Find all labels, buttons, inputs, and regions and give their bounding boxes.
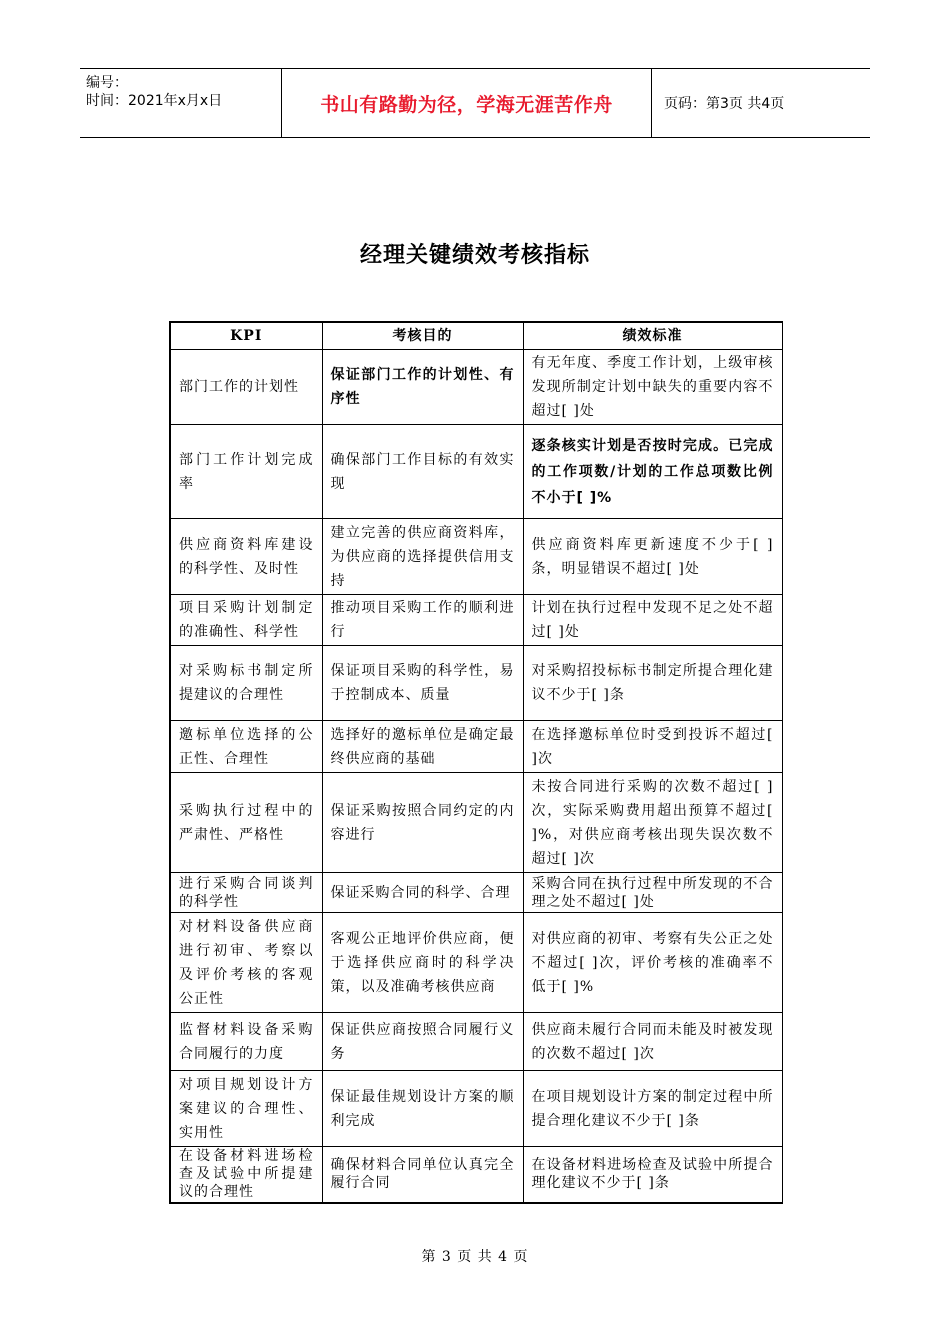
kpi-cell: 监督材料设备采购合同履行的力度	[170, 1013, 322, 1071]
kpi-cell: 采购执行过程中的严肃性、严格性	[170, 773, 322, 873]
document-title: 经理关键绩效考核指标	[359, 243, 590, 268]
document-number-label: 编号：	[86, 75, 128, 91]
standard-cell: 供应商未履行合同而未能及时被发现的次数不超过[ ]次	[523, 1013, 782, 1071]
purpose-cell: 确保材料合同单位认真完全履行合同	[322, 1147, 523, 1203]
purpose-cell: 选择好的邀标单位是确定最终供应商的基础	[322, 721, 523, 773]
purpose-cell: 保证部门工作的计划性、有序性	[322, 350, 523, 425]
standard-cell: 对采购招投标标书制定所提合理化建议不少于[ ]条	[523, 646, 782, 721]
purpose-cell: 确保部门工作目标的有效实现	[322, 425, 523, 519]
purpose-cell: 保证采购按照合同约定的内容进行	[322, 773, 523, 873]
table-row	[170, 425, 782, 519]
purpose-cell: 保证项目采购的科学性，易于控制成本、质量	[322, 646, 523, 721]
page-footer: 第 3 页 共 4 页	[421, 1249, 529, 1265]
table-header-row	[170, 322, 782, 350]
table-row	[170, 873, 782, 913]
purpose-cell: 保证采购合同的科学、合理	[322, 873, 523, 913]
header-meta-cell	[80, 69, 282, 137]
standard-cell: 未按合同进行采购的次数不超过[ ]次，实际采购费用超出预算不超过[ ]%，对供应商考核出现失误次数不超过[ ]次	[523, 773, 782, 873]
purpose-cell: 推动项目采购工作的顺利进行	[322, 595, 523, 646]
table-row	[170, 350, 782, 425]
standard-cell: 计划在执行过程中发现不足之处不超过[ ]处	[523, 595, 782, 646]
standard-cell: 供应商资料库更新速度不少于[ ]条，明显错误不超过[ ]处	[523, 519, 782, 595]
kpi-cell: 对材料设备供应商进行初审、考察以及评价考核的客观公正性	[170, 913, 322, 1013]
column-header-standard: 绩效标准	[523, 322, 782, 350]
document-date-label: 时间：2021年x月x日	[86, 93, 223, 109]
kpi-cell: 部门工作的计划性	[170, 350, 322, 425]
column-header-kpi: KPI	[170, 322, 322, 350]
kpi-cell: 供应商资料库建设的科学性、及时性	[170, 519, 322, 595]
purpose-cell: 客观公正地评价供应商，便于选择供应商时的科学决策，以及准确考核供应商	[322, 913, 523, 1013]
kpi-cell: 项目采购计划制定的准确性、科学性	[170, 595, 322, 646]
kpi-cell: 对项目规划设计方案建议的合理性、实用性	[170, 1071, 322, 1147]
header-page-number: 页码：第3页 共4页	[664, 96, 785, 112]
table-row	[170, 721, 782, 773]
kpi-cell: 部门工作计划完成率	[170, 425, 322, 519]
table-row	[170, 1147, 782, 1203]
standard-cell: 在项目规划设计方案的制定过程中所提合理化建议不少于[ ]条	[523, 1071, 782, 1147]
purpose-cell: 建立完善的供应商资料库，为供应商的选择提供信用支持	[322, 519, 523, 595]
standard-cell: 采购合同在执行过程中所发现的不合理之处不超过[ ]处	[523, 873, 782, 913]
column-header-purpose: 考核目的	[322, 322, 523, 350]
table-row	[170, 519, 782, 595]
table-row	[170, 773, 782, 873]
kpi-cell: 邀标单位选择的公正性、合理性	[170, 721, 322, 773]
header-motto: 书山有路勤为径，学海无涯苦作舟	[282, 69, 652, 137]
purpose-cell: 保证最佳规划设计方案的顺利完成	[322, 1071, 523, 1147]
document-header	[80, 68, 870, 138]
table-row	[170, 595, 782, 646]
kpi-table	[169, 321, 783, 1204]
standard-cell: 有无年度、季度工作计划，上级审核发现所制定计划中缺失的重要内容不超过[ ]处	[523, 350, 782, 425]
standard-cell: 在设备材料进场检查及试验中所提合理化建议不少于[ ]条	[523, 1147, 782, 1203]
standard-cell: 逐条核实计划是否按时完成。已完成的工作项数/计划的工作总项数比例不小于[ ]%	[523, 425, 782, 519]
standard-cell: 对供应商的初审、考察有失公正之处不超过[ ]次，评价考核的准确率不低于[ ]%	[523, 913, 782, 1013]
purpose-cell: 保证供应商按照合同履行义务	[322, 1013, 523, 1071]
table-row	[170, 1071, 782, 1147]
table-row	[170, 913, 782, 1013]
kpi-cell: 对采购标书制定所提建议的合理性	[170, 646, 322, 721]
table-row	[170, 1013, 782, 1071]
kpi-cell: 进行采购合同谈判的科学性	[170, 873, 322, 913]
kpi-cell: 在设备材料进场检查及试验中所提建议的合理性	[170, 1147, 322, 1203]
table-row	[170, 646, 782, 721]
standard-cell: 在选择邀标单位时受到投诉不超过[ ]次	[523, 721, 782, 773]
